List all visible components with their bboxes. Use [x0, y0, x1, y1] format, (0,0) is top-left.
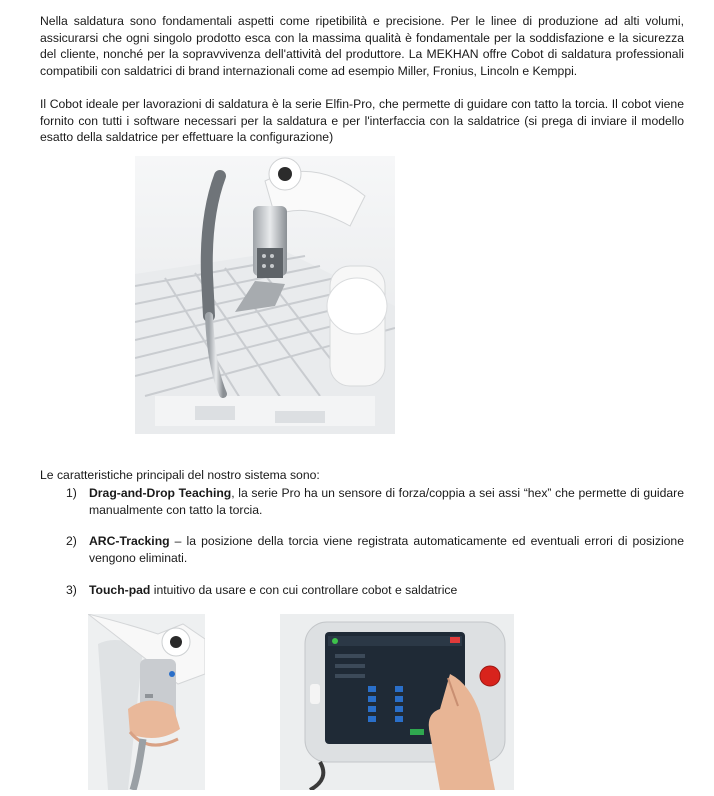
- feature-description: – la posizione della torcia viene registrata automaticamente ed eventuali errori di posizione vengono eliminati.: [89, 534, 684, 565]
- feature-description: intuitivo da usare e con cui controllare cobot e saldatrice: [150, 583, 458, 597]
- feature-title: ARC-Tracking: [89, 534, 170, 548]
- feature-number: 2): [66, 534, 77, 548]
- features-lead: Le caratteristiche principali del nostro sistema sono:: [40, 468, 320, 482]
- feature-number: 1): [66, 486, 77, 500]
- hand-guiding-image: [88, 614, 205, 790]
- feature-description: , la serie Pro ha un sensore di forza/coppia a sei assi “hex” che permette di guidare manualmente con tatto la torcia.: [89, 486, 684, 517]
- welding-cobot-image: [135, 156, 395, 434]
- feature-title: Drag-and-Drop Teaching: [89, 486, 232, 500]
- touchpad-image: [280, 614, 514, 790]
- elfin-pro-paragraph: Il Cobot ideale per lavorazioni di saldatura è la serie Elfin-Pro, che permette di guidare con tatto la torcia. Il cobot viene fornito con tutti i software necessari per la saldatura e per l'interfaccia con la saldatrice (si prega di inviare il modello esatto della saldatrice per effettuare la configurazione): [40, 97, 684, 145]
- feature-number: 3): [66, 583, 77, 597]
- intro-paragraph: Nella saldatura sono fondamentali aspetti come ripetibilità e precisione. Per le linee di produzione ad alti volumi, assicurarsi che ogni singolo prodotto esca con la massima qualità è fondamentale per la soddisfazione e la sicurezza del cliente, nonché per la sopravvivenza dell'attività del produttore. La MEKHAN offre Cobot di saldatura professionali compatibili con saldatrici di brand internazionali come ad esempio Miller, Fronius, Lincoln e Kemppi.: [40, 14, 684, 78]
- feature-title: Touch-pad: [89, 583, 151, 597]
